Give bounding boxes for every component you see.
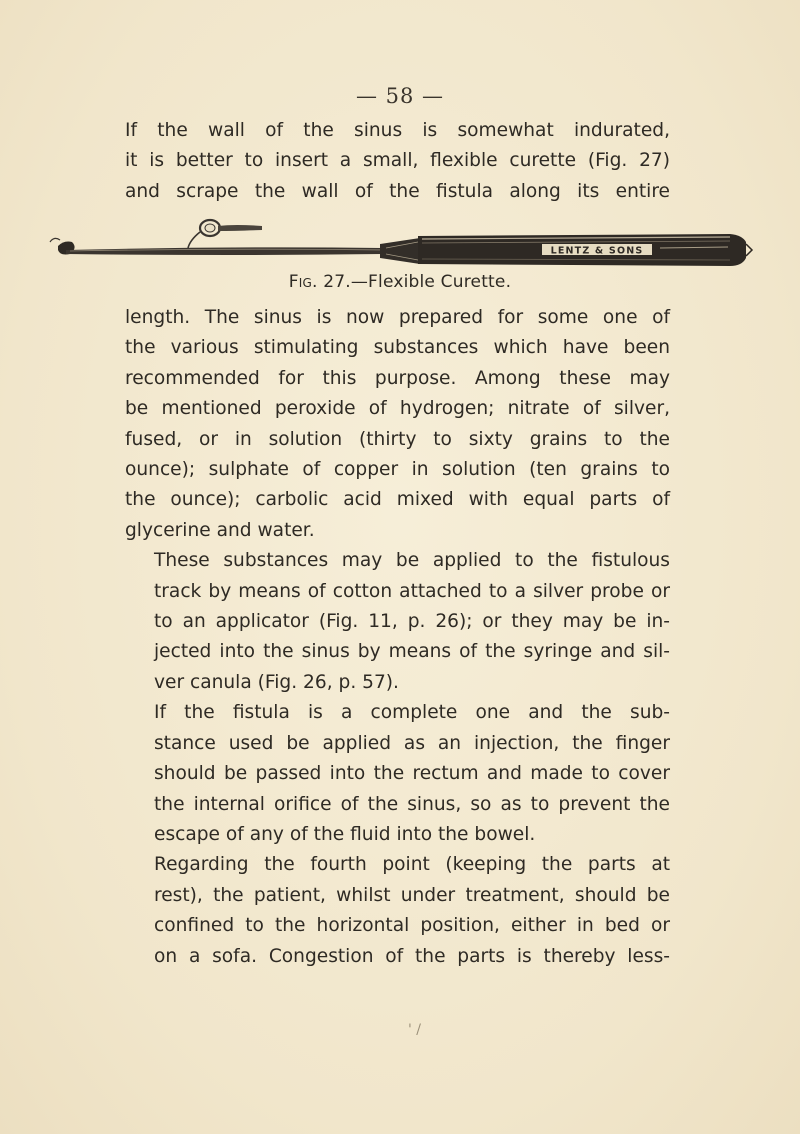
caption-prefix: Fig.: [288, 272, 318, 292]
text-line: to an applicator (Fig. 11, p. 26); or they may be in-: [154, 611, 670, 633]
text-line: the ounce); carbolic acid mixed with equal parts of: [125, 489, 670, 511]
text-line: If the wall of the sinus is somewhat indurated,: [125, 120, 670, 141]
flexible-curette-illustration: [30, 214, 770, 272]
caption-text: 27.—Flexible Curette.: [323, 272, 512, 292]
paragraph: [125, 850, 670, 972]
text-line: ounce); sulphate of copper in solution (ten grains to: [125, 459, 670, 481]
text-line: rest), the patient, whilst under treatment, should be: [154, 884, 670, 906]
main-text: [125, 303, 670, 972]
page-number: — 58 —: [355, 84, 445, 108]
text-line: and scrape the wall of the fistula along its entire: [125, 180, 670, 202]
text-line: the internal orifice of the sinus, so as to prevent the: [154, 793, 670, 815]
text-line: ver canula (Fig. 26, p. 57).: [154, 671, 399, 693]
text-line: track by means of cotton attached to a silver probe or: [154, 580, 670, 602]
maker-mark: LENTZ & SONS: [550, 245, 644, 257]
curette-scoop: [188, 220, 262, 248]
paragraph: [125, 698, 670, 850]
text-line: jected into the sinus by means of the syringe and sil-: [154, 641, 670, 663]
text-line: Regarding the fourth point (keeping the parts at: [154, 854, 670, 876]
figure-caption: [0, 272, 800, 292]
text-line: recommended for this purpose. Among these may: [125, 367, 670, 389]
curette-handle: [418, 234, 752, 266]
text-line: glycerine and water.: [125, 519, 315, 541]
text-line: These substances may be applied to the fistulous: [154, 550, 670, 572]
paragraph: [125, 546, 670, 698]
text-line: the various stimulating substances which have been: [125, 337, 670, 359]
curette-ferrule: [380, 238, 420, 264]
text-line: escape of any of the fluid into the bowel.: [154, 823, 536, 845]
paragraph: [125, 303, 670, 546]
text-line: length. The sinus is now prepared for some one of: [125, 307, 670, 328]
stray-mark: ' /: [408, 1022, 422, 1038]
text-line: be mentioned peroxide of hydrogen; nitrate of silver,: [125, 398, 670, 420]
text-line: it is better to insert a small, flexible curette (Fig. 27): [125, 150, 670, 172]
text-line: stance used be applied as an injection, the finger: [154, 732, 670, 754]
text-line: on a sofa. Congestion of the parts is thereby less-: [154, 945, 670, 967]
curette-shaft: [66, 247, 386, 255]
text-line: If the fistula is a complete one and the sub-: [154, 702, 670, 724]
text-line: fused, or in solution (thirty to sixty grains to the: [125, 428, 670, 450]
text-line: should be passed into the rectum and made to cover: [154, 763, 670, 785]
text-line: confined to the horizontal position, either in bed or: [154, 915, 670, 937]
top-paragraph: [125, 116, 670, 207]
